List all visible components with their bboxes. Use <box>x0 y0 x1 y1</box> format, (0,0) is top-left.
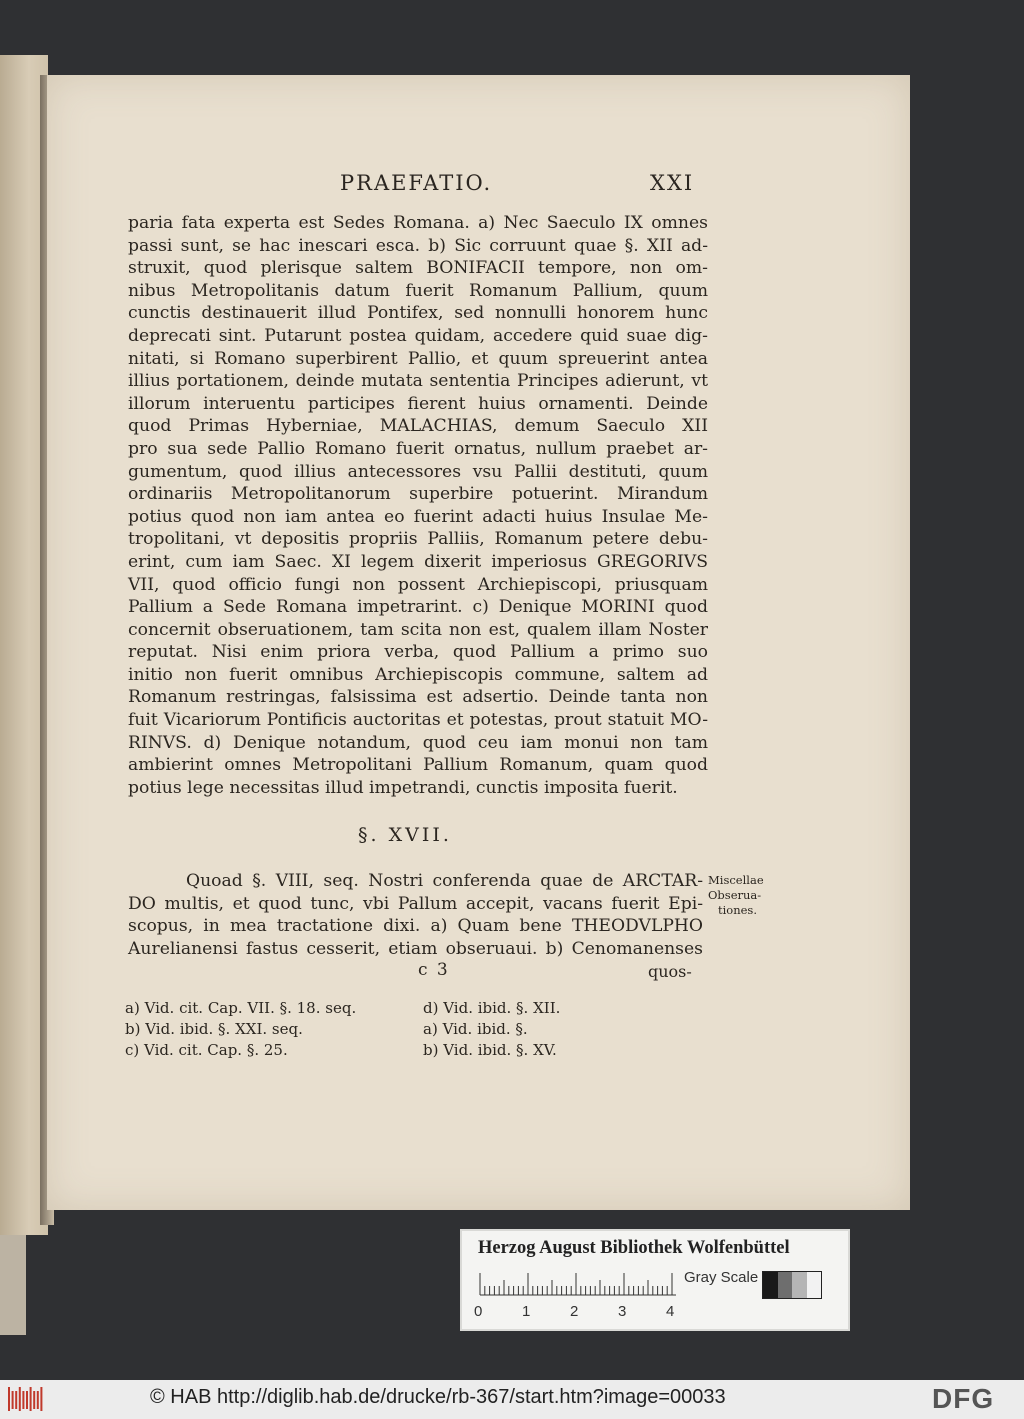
text-line: Romanum restringas, falsissima est adsertio. Deinde tanta non <box>128 687 708 708</box>
margin-note-line: tiones. <box>718 903 757 917</box>
gray-scale-label: Gray Scale <box>684 1269 759 1286</box>
text-line: VII, quod officio fungi non possent Archiepiscopi, priusquam <box>128 574 708 595</box>
ruler-number: 1 <box>522 1303 531 1320</box>
ruler-numbers <box>474 1303 684 1323</box>
text-line: Aurelianensi fastus cesserit, etiam obseruaui. b) Cenomanenses <box>128 938 703 959</box>
gray-swatch <box>778 1272 793 1298</box>
ruler-icon <box>478 1271 678 1295</box>
text-line: concernit obseruationem, tam scita non est, qualem illam Noster <box>128 619 708 640</box>
footnote: b) Vid. ibid. §. XXI. seq. <box>125 1020 303 1038</box>
text-line: ordinariis Metropolitanorum superbire potuerint. Mirandum <box>128 484 708 505</box>
hab-barcode-logo-icon <box>6 1383 46 1413</box>
gray-swatch <box>763 1272 778 1298</box>
gray-scale-swatches <box>762 1271 822 1299</box>
second-paragraph <box>128 870 703 960</box>
footer-bar <box>0 1380 1024 1419</box>
footnote: a) Vid. cit. Cap. VII. §. 18. seq. <box>125 999 357 1017</box>
margin-note-line: Miscellae <box>708 873 764 887</box>
text-line: nibus Metropolitanis datum fuerit Romanum Pallium, quum <box>128 280 708 301</box>
main-paragraph <box>128 212 708 799</box>
text-line: DO multis, et quod tunc, vbi Pallum accepit, vacans fuerit Epi- <box>128 893 703 914</box>
text-line: pro sua sede Pallio Romano fuerit ornatus, nullum praebet ar- <box>128 438 708 459</box>
ruler-number: 0 <box>474 1303 483 1320</box>
signature-mark: c 3 <box>418 960 450 980</box>
page-number: XXI <box>650 171 695 195</box>
library-name: Herzog August Bibliothek Wolfenbüttel <box>478 1238 790 1258</box>
footnote: a) Vid. ibid. §. <box>423 1020 528 1038</box>
text-line: cunctis destinauerit illud Pontifex, sed nonnulli honorem hunc <box>128 303 708 324</box>
text-line: paria fata experta est Sedes Romana. a) Nec Saeculo IX omnes <box>128 213 708 233</box>
gray-swatch <box>792 1272 807 1298</box>
ruler-number: 2 <box>570 1303 579 1320</box>
text-line: gumentum, quod illius antecessores vsu Pallii destituti, quum <box>128 461 708 482</box>
text-line: passi sunt, se hac inescari esca. b) Sic corruunt quae §. XII ad- <box>128 235 708 256</box>
catchword: quos- <box>648 962 692 981</box>
margin-note-line: Obserua- <box>708 888 762 902</box>
running-head-title: PRAEFATIO. <box>340 171 493 195</box>
text-line: quod Primas Hyberniae, MALACHIAS, demum Saeculo XII <box>128 416 708 437</box>
text-line: illorum interuentu participes fierent huius ornamenti. Deinde <box>128 393 708 414</box>
text-line: RINVS. d) Denique notandum, quod ceu iam monui non tam <box>128 732 708 753</box>
text-line: nitati, si Romano superbirent Pallio, et quum spreuerint antea <box>128 348 708 369</box>
text-line: Quoad §. VIII, seq. Nostri conferenda quae de ARCTAR- <box>186 871 703 891</box>
dfg-logo: DFG <box>932 1383 995 1414</box>
footnotes-left-column <box>125 998 425 1061</box>
text-line: struxit, quod plerisque saltem BONIFACII tempore, non om- <box>128 258 708 279</box>
gray-swatch <box>807 1272 822 1298</box>
text-line: fuit Vicariorum Pontificis auctoritas et potestas, prout statuit MO- <box>128 710 708 731</box>
facing-page-sliver <box>0 1235 26 1335</box>
text-line: potius lege necessitas illud impetrandi, cunctis imposita fuerit. <box>128 777 678 798</box>
text-line: scopus, in mea tractatione dixi. a) Quam bene THEODVLPHO <box>128 916 703 937</box>
text-line: ambierint omnes Metropolitani Pallium Romanum, quam quod <box>128 755 708 776</box>
margin-note <box>708 873 788 918</box>
text-line: erint, cum iam Saec. XI legem dixerit imperiosus GREGORIVS <box>128 551 708 572</box>
footnote: c) Vid. cit. Cap. §. 25. <box>125 1041 288 1059</box>
text-line: deprecati sint. Putarunt postea quidam, accedere quid suae dig- <box>128 325 708 346</box>
footnote: b) Vid. ibid. §. XV. <box>423 1041 557 1059</box>
text-line: tropolitani, vt depositis propriis Palliis, Romanum petere debu- <box>128 529 708 550</box>
scale-card <box>460 1229 850 1331</box>
footnotes-right-column <box>423 998 723 1061</box>
ruler-number: 4 <box>666 1303 675 1320</box>
section-title: §. XVII. <box>358 824 452 846</box>
text-line: initio non fuerit omnibus Archiepiscopis commune, saltem ad <box>128 664 708 685</box>
ruler-number: 3 <box>618 1303 627 1320</box>
text-line: potius quod non iam antea eo fuerint adacti huius Insulae Me- <box>128 506 708 527</box>
text-line: illius portationem, deinde mutata sententia Principes adierunt, vt <box>128 371 708 392</box>
text-line: reputat. Nisi enim priora verba, quod Pallium a primo suo <box>128 642 708 663</box>
text-line: Pallium a Sede Romana impetrarint. c) Denique MORINI quod <box>128 597 708 618</box>
copyright-link[interactable]: © HAB http://diglib.hab.de/drucke/rb-367/start.htm?image=00033 <box>150 1386 726 1408</box>
footnote: d) Vid. ibid. §. XII. <box>423 999 561 1017</box>
